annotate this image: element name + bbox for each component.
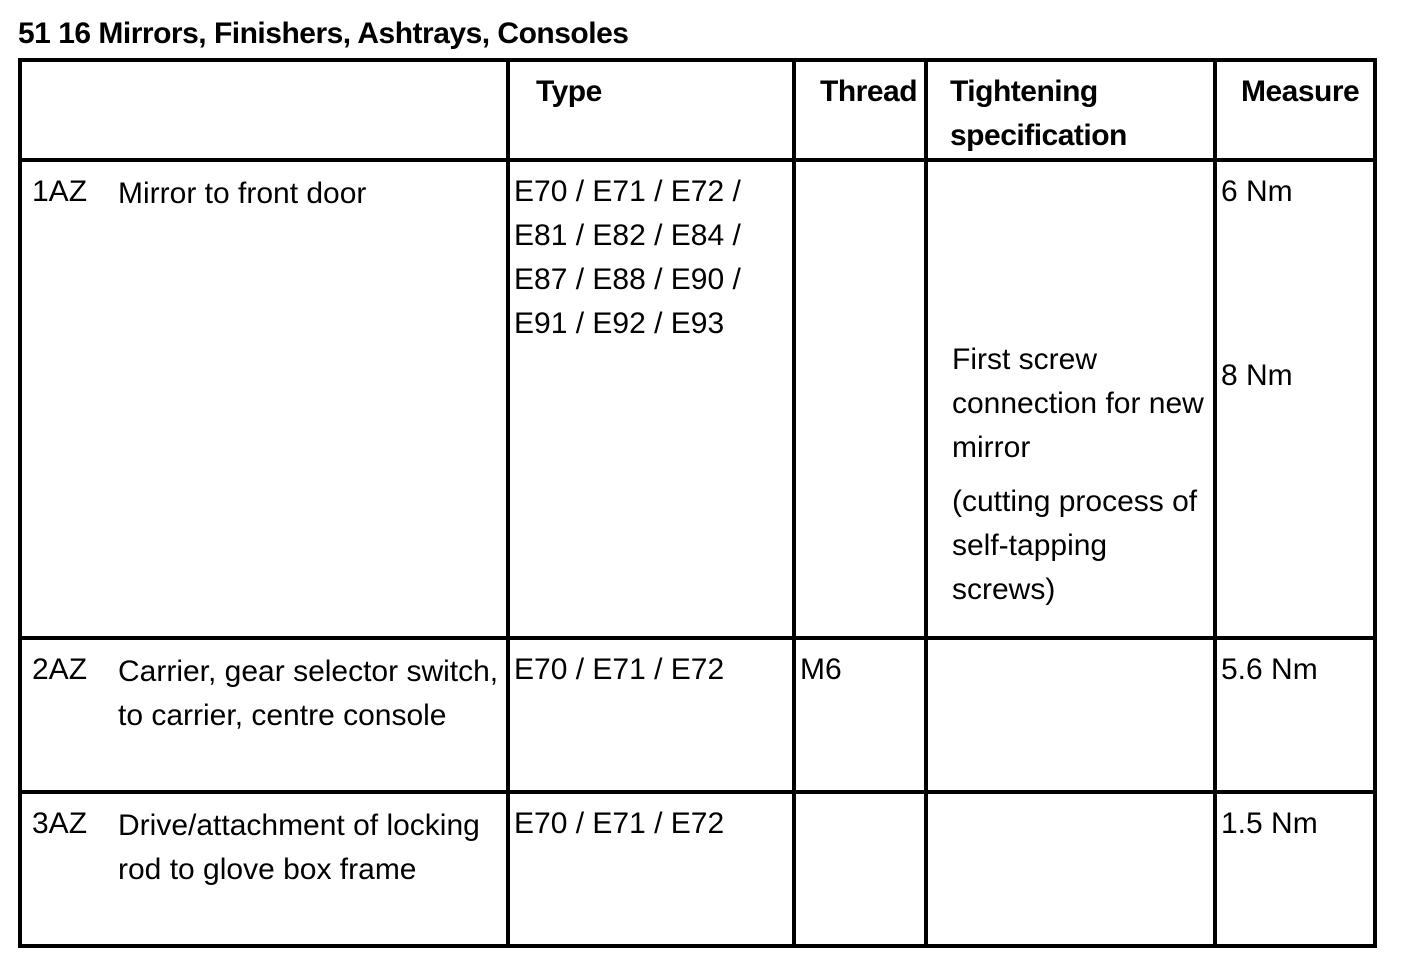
- thread-cell: [794, 792, 926, 946]
- item-code: 1AZ: [32, 175, 88, 208]
- torque-spec-table: [18, 58, 1377, 948]
- item-description: Drive/attachment of locking rod to glove box frame: [118, 809, 480, 886]
- measure-value: 6 Nm: [1221, 175, 1293, 208]
- header-item: [20, 60, 508, 160]
- measure-cell: 1.5 Nm: [1215, 792, 1375, 946]
- item-cell: [20, 792, 508, 946]
- measure-value: 8 Nm: [1221, 359, 1293, 392]
- type-cell: [508, 160, 794, 638]
- tightening-cell: [926, 638, 1215, 792]
- item-description: Carrier, gear selector switch, to carrier, centre console: [118, 655, 499, 732]
- header-measure: Measure: [1215, 60, 1375, 160]
- tightening-cell: [926, 160, 1215, 638]
- item-code: 3AZ: [32, 807, 88, 840]
- table-row: [20, 638, 1375, 792]
- header-row: [20, 60, 1375, 160]
- type-line: E70 / E71 / E72 /: [514, 175, 741, 208]
- item-cell: [20, 160, 508, 638]
- header-type: Type: [508, 60, 794, 160]
- type-cell: E70 / E71 / E72: [508, 638, 794, 792]
- type-line: E91 / E92 / E93: [514, 307, 725, 340]
- table-row: [20, 160, 1375, 638]
- page-title: 51 16 Mirrors, Finishers, Ashtrays, Consoles: [18, 17, 629, 50]
- thread-cell: [794, 160, 926, 638]
- item-cell: [20, 638, 508, 792]
- header-thread: Thread: [794, 60, 926, 160]
- tightening-note: (cutting process of self-tapping screws): [952, 485, 1198, 606]
- thread-cell: M6: [794, 638, 926, 792]
- type-line: E87 / E88 / E90 /: [514, 263, 741, 296]
- type-cell: E70 / E71 / E72: [508, 792, 794, 946]
- item-description: Mirror to front door: [118, 177, 367, 210]
- tightening-cell: [926, 792, 1215, 946]
- table-row: [20, 792, 1375, 946]
- type-line: E81 / E82 / E84 /: [514, 219, 741, 252]
- measure-cell: [1215, 160, 1375, 638]
- item-code: 2AZ: [32, 653, 88, 686]
- measure-cell: 5.6 Nm: [1215, 638, 1375, 792]
- header-tightening-specification: Tightening specification: [926, 60, 1215, 160]
- tightening-text: First screw connection for new mirror: [952, 343, 1204, 464]
